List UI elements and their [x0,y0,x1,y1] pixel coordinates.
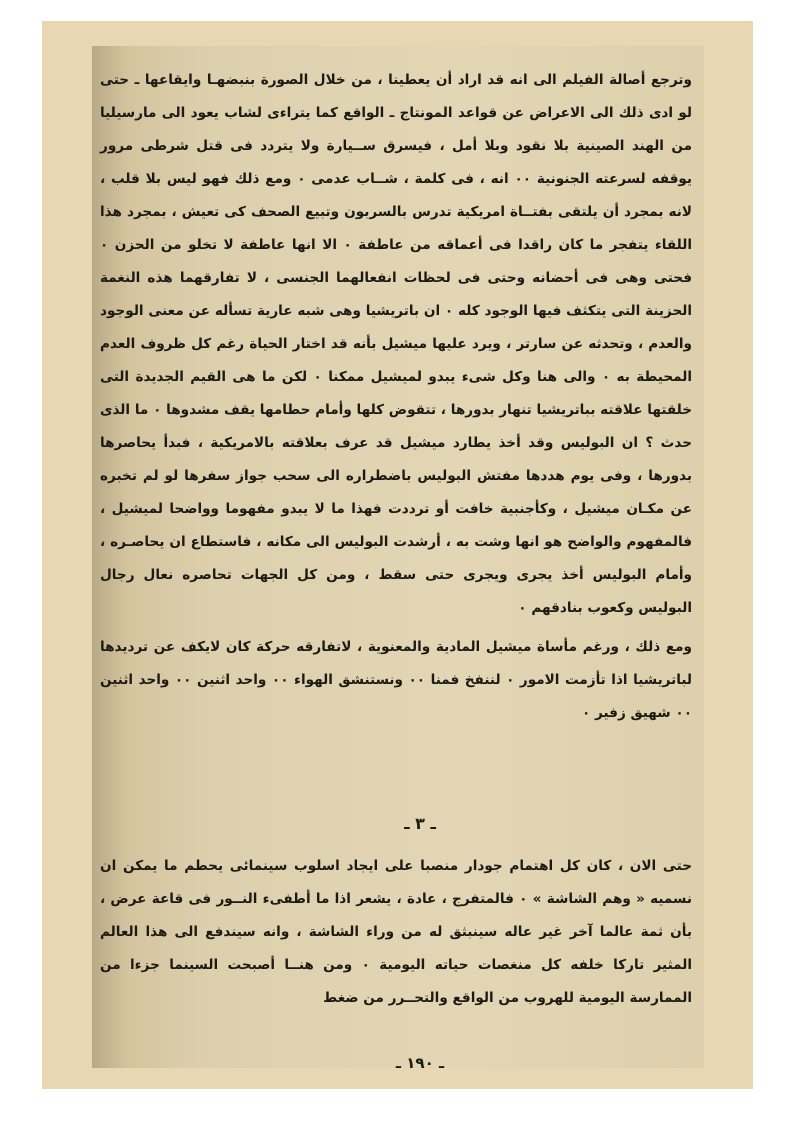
paragraph-1-line: ولا يتردد فى قتل شرطى مرور يوقفه لسرعته الجنونية ٠٠ انه ، فى كلمة ، شــاب [100,138,693,187]
paragraph-1 [100,64,692,625]
paragraphs-block-1 [100,64,692,730]
paragraph-1-line: عدمى ٠ ومع ذلك فهو ليس بلا قلب ، لانه بمجرد أن يلتقى بفتــاة امريكية تدرس [100,171,692,220]
paragraph-1-line: وايقاعها ـ حتى لو ادى ذلك الى الاعراض عن قواعد المونتاج ـ الواقع كما يتراءى [100,72,692,121]
paragraph-2-line: اثنين ٠٠ واحد اثنين ٠٠ شهيق زفير ٠ [100,672,692,721]
paragraph-1-line: وأمام البوليس أخذ يجرى ويجرى حتى سقط ، ومن كل الجهات تحاصره نعال رجال [100,567,692,583]
paragraph-1-line: ميشيل ، وكأجنبية خافت أو ترددت فهذا ما لا يبدو مفهوما وواضحا لميشيل ، فالمفهوم [100,501,692,550]
paragraph-1-line: وترجع أصالة الفيلم الى انه قد اراد أن يعطينا ، من خلال الصورة بنبضهـا [206,72,692,88]
paragraph-1-line: هددها مفتش البوليس باضطراره الى سحب جواز سفرها لو لم تخبره عن مكـان [100,468,692,517]
paragraph-3-line: سيندفع الى هذا العالم المثير تاركا خلفه كل منغصات حياته اليومية ٠ ومن هنــا [100,924,693,973]
paragraph-1-line: وقد أخذ يطارد ميشيل قد عرف بعلاقته بالامريكية ، فبدأ يحاصرها بدورها ، وفى يوم [100,435,693,484]
paragraph-3-line: فى قاعة عرض ، بأن ثمة عالما آخر غير عاله سينبثق له من وراء الشاشة ، وانه [100,891,692,940]
paragraph-1-line: البوليس وكعوب بنادقهم ٠ [518,600,692,616]
paragraph-3-line: ما يمكن ان نسميه « وهم الشاشة » ٠ فالمتفرج ، عادة ، يشعر اذا ما أطفىء النــور [100,858,692,907]
paragraph-1-line: تنهار بدورها ، تتقوض كلها وأمام حطامها يقف مشدوها ٠ ما الذى حدث ؟ ان البوليس [100,402,692,451]
paragraphs-block-2 [100,850,692,1015]
paragraph-1-line: انفعالهما الجنسى ، لا تفارقهما هذه النغمة الحزينة التى يتكثف فيها الوجود كله ٠ [100,270,693,319]
paragraph-2 [100,631,692,730]
paragraph-2-line: ومع ذلك ، ورغم مأساة ميشيل المادية والمعنوية ، لاتفارقه حركة كان لايكف [180,639,692,655]
paragraph-1-line: بالسربون وتبيع الصحف كى تعيش ، بمجرد هذا اللقاء يتفجر ما كان راقدا فى أعماقه [100,204,692,253]
page-number: ـ ١٩٠ ـ [395,1054,445,1072]
paragraph-3-line: أصبحت السينما جزءا من الممارسة اليومية للهروب من الواقع والتحــرر من ضغط [100,957,692,1006]
paragraph-1-line: ان باتريشيا وهى شبه عارية تسأله عن معنى الوجود والعدم ، وتحدثه عن سارتر ، [100,303,693,352]
paragraph-3-line: حتى الان ، كان كل اهتمام جودار منصبا على ايجاد اسلوب سينمائى يحطم [184,858,693,874]
paragraph-1-line: والواضح هو انها وشت به ، أرشدت البوليس الى مكانه ، فاستطاع ان يحاصـره ، [100,534,622,550]
paragraph-1-line: شىء يبدو لميشيل ممكنا ٠ لكن ما هى القيم الجديدة التى خلقتها علاقته بباتريشيا [100,369,692,418]
paragraph-2-line: عن ترديدها لباتريشيا اذا تأزمت الامور ٠ لننفخ فمنا ٠٠ ونستنشق الهواء ٠٠ واحد [100,639,693,688]
paragraph-1-line: من عاطفة ٠ الا انها عاطفة لا تخلو من الحزن ٠ فحتى وهى فى أحضانه وحتى فى لحظات [100,237,693,286]
paragraph-3 [100,850,692,1015]
paragraph-1-line: ويرد عليها ميشيل بأنه قد اختار الحياة رغم كل ظروف العدم المحيطة به ٠ والى هنا وكل [100,336,693,385]
paragraph-1-line: لشاب يعود الى مارسيليا من الهند الصينية بلا نقود وبلا أمل ، فيسرق ســيارة [100,105,692,154]
section-number: ـ ٣ ـ [404,814,436,833]
